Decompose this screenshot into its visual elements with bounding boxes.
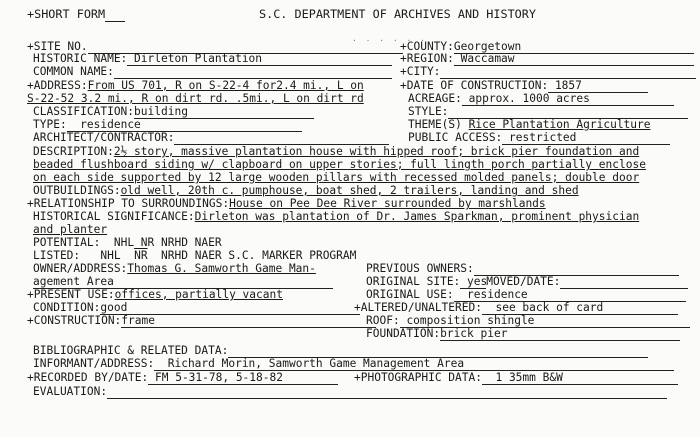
owner-row-2	[33, 275, 333, 289]
common-name-row: COMMON NAME:	[33, 65, 392, 79]
potential-options: NHL NR NRHD NAER	[113, 236, 222, 249]
historic-name-row: HISTORIC NAME: Dirleton Plantation	[33, 52, 392, 66]
evaluation-row: EVALUATION:	[33, 385, 667, 399]
informant-row: INFORMANT/ADDRESS: Richard Morin, Samworth Game Management Area	[33, 357, 674, 371]
altered-value: see back of card	[495, 301, 604, 314]
recorded-row: +RECORDED BY/DATE: FM 5-31-78, 5-18-82	[27, 371, 338, 385]
construction-row: +CONSTRUCTION:frame	[27, 314, 376, 328]
recorded-value: FM 5-31-78, 5-18-82	[155, 371, 283, 384]
present-use-row: +PRESENT USE:offices, partially vacant	[27, 288, 283, 301]
classification-row: CLASSIFICATION:building	[33, 105, 314, 119]
present-use-value: offices, partially vacant	[114, 288, 283, 301]
original-site-row: ORIGINAL SITE: yesMOVED/DATE:	[366, 275, 688, 289]
description-row-3	[33, 171, 639, 184]
address-row-2	[27, 92, 364, 105]
description-line-3: on each side supported by 12 large wooden pillars with recessed molded panels; double door	[33, 171, 640, 184]
relationship-value: House on Pee Dee River surrounded by marshlands	[229, 197, 546, 210]
original-use-value: residence	[467, 288, 528, 301]
condition-row: CONDITION:good	[33, 301, 360, 315]
acreage-row: ACREAGE: approx. 1000 acres	[408, 92, 674, 106]
significance-row-2	[33, 223, 107, 236]
condition-value: good	[100, 301, 128, 314]
classification-value: building	[134, 105, 188, 118]
roof-row: ROOF: composition shingle	[366, 314, 690, 328]
owner-row-1: OWNER/ADDRESS:Thomas G. Samworth Game Man-	[33, 262, 316, 275]
acreage-value: approx. 1000 acres	[468, 92, 590, 105]
foundation-value: brick pier	[440, 327, 508, 340]
outbuildings-row: OUTBUILDINGS:old well, 20th c. pumphouse, boat shed, 2 trailers, landing and shed	[33, 184, 579, 197]
bibliographic-row: BIBLIOGRAPHIC & RELATED DATA:	[33, 344, 648, 358]
county-value: Georgetown	[453, 40, 522, 53]
significance-line-2: and planter	[33, 223, 108, 236]
margin-dots: · · · · · ·	[352, 36, 427, 45]
description-row-1: DESCRIPTION:2½ story, massive plantation house with hipped roof; brick pier foundation and	[33, 145, 640, 158]
address-row-1: +ADDRESS:From US 701, R on S-22-4 for2.4 mi., L on	[27, 79, 364, 92]
date-value: 1857	[554, 79, 582, 92]
description-line-1: 2½ story, massive plantation house with hipped roof; brick pier foundation and	[113, 145, 640, 158]
address-line-2: S-22-52 3.2 mi., R on dirt rd. .5mi., L on dirt rd	[27, 92, 364, 105]
owner-line-2: agement Area	[33, 275, 114, 288]
outbuildings-value: old well, 20th c. pumphouse, boat shed, 2 trailers, landing and shed	[120, 184, 579, 197]
description-row-2	[33, 158, 646, 171]
altered-row: +ALTERED/UNALTERED: see back of card	[354, 301, 678, 315]
previous-owners-row: PREVIOUS OWNERS:	[366, 262, 679, 276]
city-row: +CITY:	[400, 65, 696, 79]
theme-value: Rice Plantation Agriculture	[468, 118, 651, 131]
site-no-row: +SITE NO.	[27, 40, 403, 54]
region-value: Waccamaw	[460, 52, 515, 65]
region-row: +REGION: Waccamaw	[400, 52, 694, 66]
photographic-row: +PHOTOGRAPHIC DATA: 1 35mm B&W	[354, 371, 678, 385]
owner-line-1: Thomas G. Samworth Game Man-	[127, 262, 316, 275]
county-row: +COUNTY:Georgetown	[400, 40, 694, 54]
form-title: S.C. DEPARTMENT OF ARCHIVES AND HISTORY	[259, 7, 536, 21]
style-row: STYLE:	[408, 105, 688, 119]
public-access-row: PUBLIC ACCESS: restricted	[408, 131, 670, 145]
architect-row: ARCHITECT/CONTRACTOR:	[33, 131, 389, 145]
historic-name-value: Dirleton Plantation	[134, 52, 263, 65]
listed-rest: NRHD NAER S.C. MARKER PROGRAM	[161, 249, 357, 262]
informant-value: Richard Morin, Samworth Game Management Area	[167, 357, 465, 370]
photographic-value: 1 35mm B&W	[495, 371, 563, 384]
significance-row-1: HISTORICAL SIGNIFICANCE:Dirleton was plantation of Dr. James Sparkman, prominent physician	[33, 210, 640, 223]
construction-value: frame	[121, 314, 155, 327]
potential-row: POTENTIAL: NHL NR NRHD NAER	[33, 236, 222, 249]
theme-row: THEME(S) Rice Plantation Agriculture	[408, 118, 651, 131]
significance-line-1: Dirleton was plantation of Dr. James Sparkman, prominent physician	[194, 210, 640, 223]
roof-value: composition shingle	[406, 314, 535, 327]
listed-row: LISTED: NHL $\overline{NR}$ NRHD NAER S.C. MARKER PROGRAM	[33, 249, 357, 262]
original-site-value: yes	[467, 275, 488, 288]
address-line-1: From US 701, R on S-22-4 for2.4 mi., L on	[87, 79, 364, 92]
date-row: +DATE OF CONSTRUCTION: 1857	[400, 79, 648, 93]
foundation-row: FOUNDATION:brick pier	[366, 327, 680, 341]
public-access-value: restricted	[509, 131, 577, 144]
description-line-2: beaded flushboard siding w/ clapboard on upper stories; full lingth porch partially enclose	[33, 158, 646, 171]
short-form-label: +SHORT FORM	[27, 7, 125, 22]
relationship-row: +RELATIONSHIP TO SURROUNDINGS:House on Pee Dee River surrounded by marshlands	[27, 197, 546, 210]
listed-nr: $\overline{NR}$	[134, 249, 148, 262]
type-value: residence	[80, 118, 141, 131]
listed-nhl: NHL	[100, 249, 121, 262]
type-row: TYPE: residence	[33, 118, 302, 132]
original-use-row: ORIGINAL USE: residence	[366, 288, 686, 302]
